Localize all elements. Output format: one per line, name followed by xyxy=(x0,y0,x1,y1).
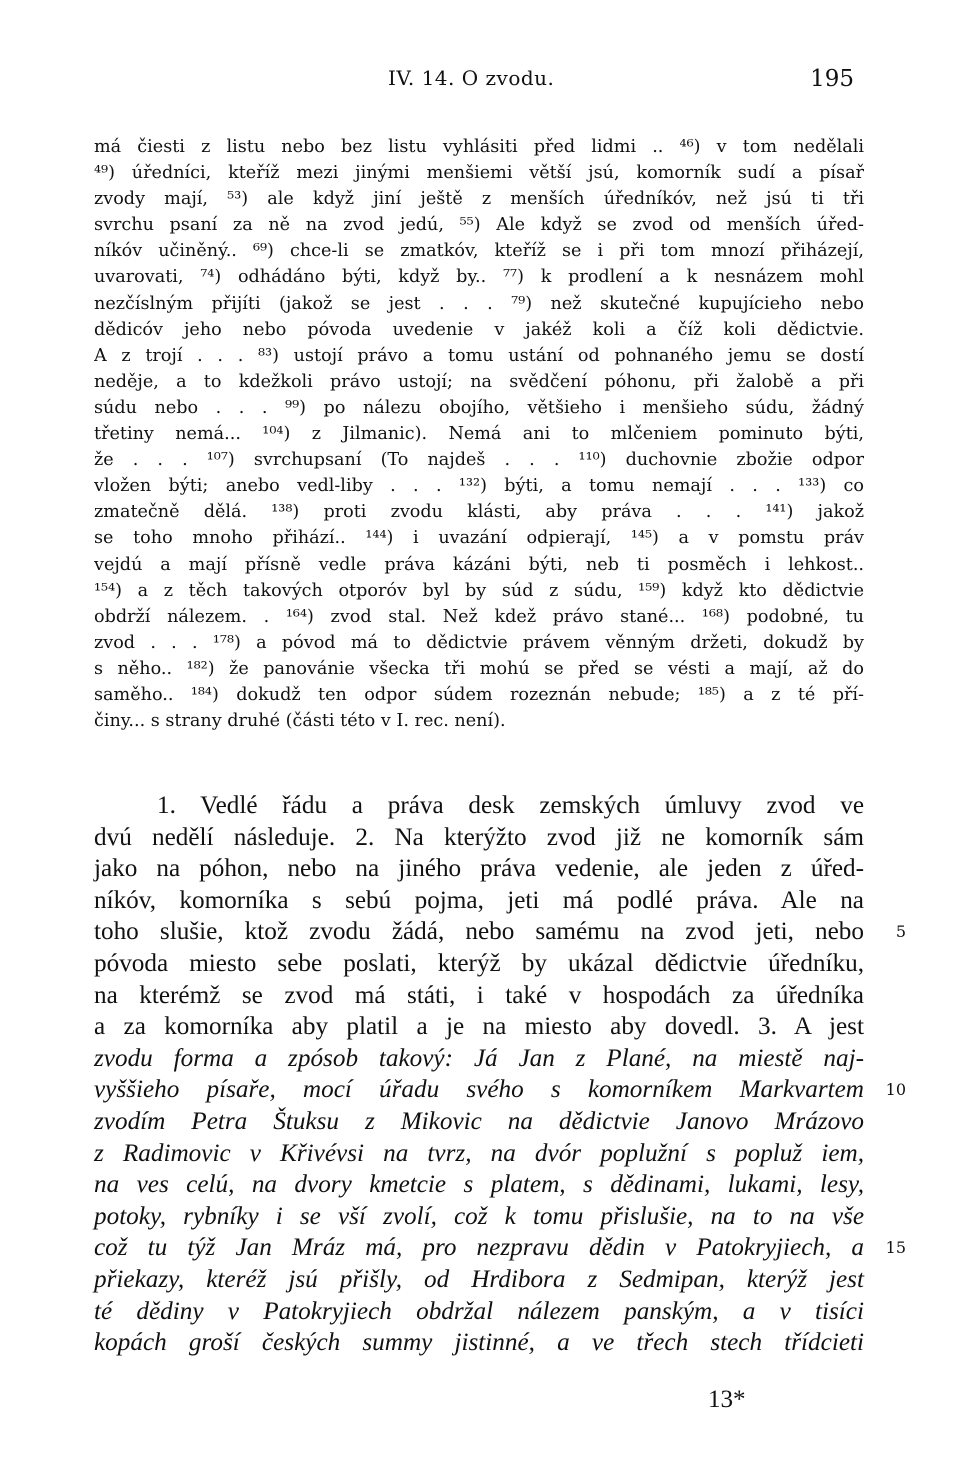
page-number: 195 xyxy=(810,66,854,92)
line-number-margin: 15 xyxy=(885,1238,906,1258)
notes-line: nezčíslným přijíti (jakož se jest . . . ⁷⁹) než skutečné kupujícieho nebo xyxy=(94,293,864,314)
notes-line: že . . . ¹⁰⁷) svrchupsaní (To najdeš . . . ¹¹⁰) duchovnie zbožie odpor xyxy=(94,450,864,471)
main-line-text: z Radimovic v Křivévsi na tvrz, na dvór poplužní s popluž iem, xyxy=(94,1139,864,1167)
printer-signature: 13* xyxy=(708,1386,746,1413)
notes-line: třetiny nemá... ¹⁰⁴) z Jilmanic). Nemá ani to mlčeniem pominuto býti, xyxy=(94,424,864,445)
notes-line: dědicóv jeho nebo póvoda uvedenie v jakéž koli a číž koli dědictvie. xyxy=(94,319,864,340)
main-line-text: kopách groší českých summy jistinné, a ve třech stech třídcieti xyxy=(94,1329,864,1357)
notes-line: A z trojí . . . ⁸³) ustojí právo a tomu ustání od pohnaného jemu se dostí xyxy=(94,345,864,366)
main-line xyxy=(94,1169,864,1201)
notes-line: svrchu psaní za ně na zvod jedú, ⁵⁵) Ale když se zvod od menších úřed- xyxy=(94,215,864,236)
main-line-text: té dědiny v Patokryjiech obdržal nálezem panským, a v tisíci xyxy=(94,1297,864,1325)
notes-line: níkóv učiněný.. ⁶⁹) chce-li se zmatkóv, kteříž se i při tom mnozí přiházejí, xyxy=(94,241,864,262)
notes-line: ¹⁵⁴) a z těch takových otporóv byl by súd z súdu, ¹⁵⁹) když kto dědictvie xyxy=(94,580,864,601)
main-line-text: na kterémž se zvod má státi, i také v hospodách za úředníka xyxy=(94,981,864,1009)
main-line-text: póvoda miesto sebe poslati, kterýž by ukázal dědictvie úředníku, xyxy=(94,949,864,977)
main-line-text: přiekazy, kteréž jsú přišly, od Hrdibora z Sedmipan, kterýž jest xyxy=(94,1265,864,1293)
notes-line: uvarovati, ⁷⁴) odhádáno býti, když by.. ⁷⁷) k prodlení a k nesnázem mohl xyxy=(94,267,864,288)
main-line-text: dvú nedělí následuje. 2. Na kterýžto zvod již ne komorník sám xyxy=(94,823,864,851)
main-line xyxy=(94,1074,906,1106)
notes-line: ⁴⁹) úředníci, kteříž mezi jinými menšiemi větší jsú, komorník sudí a písař xyxy=(94,163,864,184)
main-line xyxy=(94,885,864,917)
running-head: IV. 14. O zvodu. xyxy=(388,66,555,90)
main-line-text: na ves celú, na dvory kmetcie s platem, s dědinami, lukami, lesy, xyxy=(94,1171,864,1199)
notes-line: činy... s strany druhé (části této v I. rec. není). xyxy=(94,711,506,732)
main-line-text: 1. Vedlé řádu a práva desk zemských úmluvy zvod ve xyxy=(157,792,864,819)
main-line xyxy=(94,790,864,822)
main-line xyxy=(94,1264,864,1296)
main-line-text: vyššieho písaře, mocí úřadu svého s komorníkem Markvartem xyxy=(94,1076,864,1104)
main-line xyxy=(94,822,864,854)
main-line xyxy=(94,916,906,948)
main-line xyxy=(94,1106,864,1138)
variant-notes xyxy=(94,134,864,734)
notes-line: zmatečně dělá. ¹³⁸) proti zvodu klásti, aby práva . . . ¹⁴¹) jakož xyxy=(94,502,864,523)
notes-line: súdu nebo . . . ⁹⁹) po nálezu obojího, většieho i menšieho súdu, žádný xyxy=(94,397,864,418)
notes-line: vejdú a mají přísně vedle práva kázáni býti, neb ti posměch i lehkost.. xyxy=(94,554,864,575)
main-line-text: toho slušie, ktož zvodu žádá, nebo samému na zvod jeti, nebo xyxy=(94,918,864,946)
main-line-text: což tu týž Jan Mráz má, pro nezpravu dědin v Patokryjiech, a xyxy=(94,1234,864,1262)
notes-line: vložen býti; anebo vedl-liby . . . ¹³²) býti, a tomu nemají . . . ¹³³) co xyxy=(94,476,864,497)
line-number-margin: 5 xyxy=(895,922,906,942)
main-line-text: potoky, rybníky i se vší zvolí, což k tomu přislušie, na to na vše xyxy=(94,1202,864,1230)
notes-line: neděje, a to kdežkoli právo ustojí; na svědčení póhonu, při žalobě a při xyxy=(94,371,864,392)
page-header xyxy=(94,62,864,102)
notes-line: zvod . . . ¹⁷⁸) a póvod má to dědictvie právem věnným držeti, dokudž by xyxy=(94,632,864,653)
main-line-text: a za komorníka aby platil a je na miesto aby dovedl. 3. A jest xyxy=(94,1013,864,1041)
main-line-text: zvodu forma a zpósob takový: Já Jan z Plané, na miestě naj- xyxy=(94,1044,864,1072)
line-number-margin: 10 xyxy=(885,1080,906,1100)
main-line-text: zvodím Petra Štuksu z Mikovic na dědictvie Janovo Mrázovo xyxy=(94,1107,864,1135)
main-line xyxy=(94,948,864,980)
main-line xyxy=(94,853,864,885)
main-text xyxy=(94,790,906,1359)
notes-line: obdrží nálezem. . ¹⁶⁴) zvod stal. Než kdež právo stané... ¹⁶⁸) podobné, tu xyxy=(94,606,864,627)
main-line xyxy=(94,1296,864,1328)
notes-line: zvody mají, ⁵³) ale když jiní ještě z menších úředníkóv, než jsú ti tři xyxy=(94,189,864,210)
notes-line: se toho mnoho přihází.. ¹⁴⁴) i uvazání odpierají, ¹⁴⁵) a v pomstu práv xyxy=(94,528,864,549)
notes-line: má čiesti z listu nebo bez listu vyhlásiti před lidmi .. ⁴⁶) v tom nedělali xyxy=(94,137,864,157)
main-line xyxy=(94,1232,906,1264)
main-line-text: jako na póhon, nebo na jiného práva vedenie, ale jeden z úřed- xyxy=(94,855,864,883)
main-line xyxy=(94,1043,864,1075)
notes-line: saměho.. ¹⁸⁴) dokudž ten odpor súdem rozeznán nebude; ¹⁸⁵) a z té pří- xyxy=(94,684,864,705)
main-line-text: níkóv, komorníka s sebú pojma, jeti má podlé práva. Ale na xyxy=(94,886,864,914)
notes-line: s něho.. ¹⁸²) že panovánie všecka tři mohú se před se vésti a mají, až do xyxy=(94,658,864,679)
main-line xyxy=(94,1201,864,1233)
main-line xyxy=(94,1011,864,1043)
main-line xyxy=(94,1327,864,1359)
main-line xyxy=(94,1138,864,1170)
main-line xyxy=(94,980,864,1012)
